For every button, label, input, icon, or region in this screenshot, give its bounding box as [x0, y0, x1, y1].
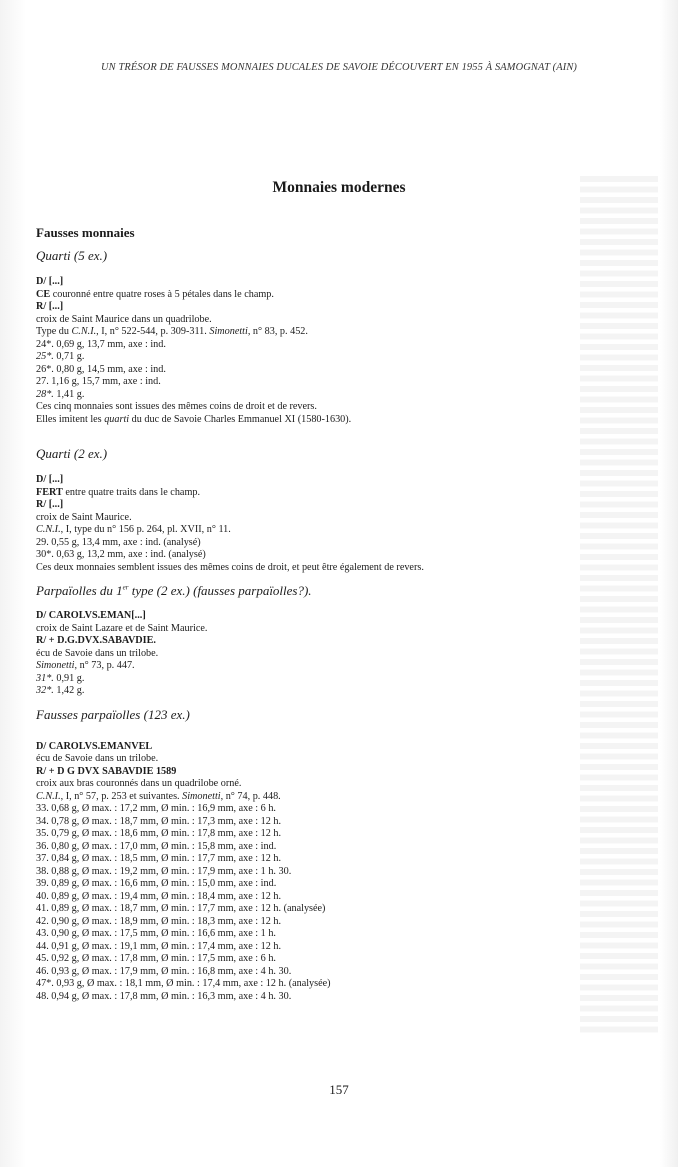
obverse-description	[36, 487, 584, 500]
specimen-line: 46. 0,93 g, Ø max. : 17,9 mm, Ø min. : 16,8 mm, axe : 4 h. 30.	[36, 965, 292, 977]
type-reference	[36, 326, 584, 339]
obverse-legend: D/ CAROLVS.EMAN[...]	[36, 610, 146, 621]
page-number: 157	[329, 1082, 349, 1097]
ref-rest: , n° 74, p. 448.	[220, 790, 281, 802]
specimen-number: 31*.	[36, 672, 54, 684]
specimen-line: 39. 0,89 g, Ø max. : 16,6 mm, Ø min. : 15,0 mm, axe : ind.	[36, 878, 277, 889]
obverse-description-text: entre quatre traits dans le champ.	[62, 486, 201, 498]
specimen-line: 34. 0,78 g, Ø max. : 18,7 mm, Ø min. : 17,3 mm, axe : 12 h.	[36, 815, 282, 827]
obverse-description: croix de Saint Lazare et de Saint Maurice.	[36, 622, 208, 634]
specimen-line: 41. 0,89 g, Ø max. : 18,7 mm, Ø min. : 17,7 mm, axe : 12 h. (analysée)	[36, 903, 326, 914]
obverse-initials: CE	[36, 288, 51, 300]
entry-fausses-parpaiolles	[36, 706, 584, 1004]
obverse-motto: FERT	[36, 486, 63, 498]
entry-heading: Fausses parpaïolles (123 ex.)	[36, 706, 190, 722]
ref-suffix: , n° 83, p. 452.	[247, 326, 308, 337]
specimen-line: 35. 0,79 g, Ø max. : 18,6 mm, Ø min. : 17,8 mm, axe : 12 h.	[36, 828, 282, 839]
reverse-legend: R/ [...]	[36, 499, 64, 510]
specimen-data: 1,41 g.	[53, 388, 85, 400]
ref-mid: , I, n° 57, p. 253 et suivantes.	[60, 790, 183, 802]
specimen-number: 29.	[36, 536, 49, 548]
specimen-line: 36. 0,80 g, Ø max. : 17,0 mm, Ø min. : 15,8 mm, axe : ind.	[36, 840, 277, 852]
specimen-number: 30*.	[36, 549, 54, 560]
note	[36, 414, 584, 427]
specimen-line: 38. 0,88 g, Ø max. : 19,2 mm, Ø min. : 17,9 mm, axe : 1 h. 30.	[36, 865, 292, 877]
obverse-legend: D/ [...]	[36, 474, 64, 485]
note-text: du duc de Savoie Charles Emmanuel XI (1580-1630).	[129, 413, 352, 425]
specimen-line	[36, 389, 584, 402]
specimen-line	[36, 351, 584, 364]
specimen-data: 1,42 g.	[53, 685, 85, 696]
obverse-description-text: couronné entre quatre roses à 5 pétales dans le champ.	[50, 288, 274, 300]
ref-cni: C.N.I.	[36, 524, 61, 535]
specimen-line	[36, 376, 584, 389]
specimen-line	[36, 364, 584, 377]
type-reference	[36, 660, 584, 673]
reverse-legend: R/ + D.G.DVX.SABAVDIE.	[36, 635, 156, 646]
heading-text: type (2 ex.) (fausses parpaïolles?).	[128, 583, 312, 598]
note-text: Elles imitent les	[36, 413, 105, 425]
specimen-number: 32*.	[36, 685, 54, 696]
note: Ces cinq monnaies sont issues des mêmes coins de droit et de revers.	[36, 401, 317, 412]
note-italic: quarti	[104, 413, 130, 425]
entry-parpaiolles-first-type	[36, 582, 584, 698]
specimen-data: 1,16 g, 15,7 mm, axe : ind.	[48, 376, 161, 387]
entry-heading: Quarti (5 ex.)	[36, 248, 108, 263]
obverse-description	[36, 289, 584, 302]
specimen-number: 26*.	[36, 363, 54, 375]
specimen-line: 45. 0,92 g, Ø max. : 17,8 mm, Ø min. : 17,5 mm, axe : 6 h.	[36, 953, 276, 964]
reverse-legend: R/ [...]	[36, 301, 64, 312]
running-head: UN TRÉSOR DE FAUSSES MONNAIES DUCALES DE SAVOIE DÉCOUVERT EN 1955 À SAMOGNAT (AIN)	[100, 62, 578, 73]
obverse-description: écu de Savoie dans un trilobe.	[36, 753, 159, 764]
type-reference	[36, 524, 584, 537]
specimen-data: 0,63 g, 13,2 mm, axe : ind. (analysé)	[53, 549, 206, 560]
specimen-line	[36, 673, 584, 686]
type-reference	[36, 791, 584, 804]
obverse-legend: D/ CAROLVS.EMANVEL	[36, 740, 153, 752]
specimen-list	[36, 537, 584, 562]
note: Ces deux monnaies semblent issues des mêmes coins de droit, et peut être également de revers.	[36, 561, 424, 573]
specimen-line: 48. 0,94 g, Ø max. : 17,8 mm, Ø min. : 16,3 mm, axe : 4 h. 30.	[36, 990, 292, 1002]
ref-rest: , n° 73, p. 447.	[74, 660, 135, 671]
specimen-data: 0,91 g.	[53, 672, 85, 684]
reverse-description: croix aux bras couronnés dans un quadrilobe orné.	[36, 778, 242, 789]
specimen-number: 24*.	[36, 338, 54, 350]
specimen-list	[36, 673, 584, 698]
reverse-description: croix de Saint Maurice.	[36, 511, 132, 523]
specimen-data: 0,55 g, 13,4 mm, axe : ind. (analysé)	[48, 536, 201, 548]
specimen-line: 37. 0,84 g, Ø max. : 18,5 mm, Ø min. : 17,7 mm, axe : 12 h.	[36, 853, 282, 864]
ref-prefix: Type du	[36, 326, 72, 337]
heading-superscript: er	[122, 583, 129, 592]
catalogue-content	[36, 224, 584, 1003]
specimen-number: 27.	[36, 376, 49, 387]
ref-cni: C.N.I.	[36, 790, 61, 802]
specimen-line	[36, 339, 584, 352]
specimen-data: 0,71 g.	[53, 351, 85, 362]
specimen-line	[36, 537, 584, 550]
heading-text: Parpaïolles du 1	[36, 583, 123, 598]
obverse-legend: D/ [...]	[36, 276, 64, 287]
specimen-line: 43. 0,90 g, Ø max. : 17,5 mm, Ø min. : 16,6 mm, axe : 1 h.	[36, 928, 276, 939]
section-title: Monnaies modernes	[272, 179, 406, 196]
specimen-line: 40. 0,89 g, Ø max. : 19,4 mm, Ø min. : 18,4 mm, axe : 12 h.	[36, 890, 282, 902]
entry-quarti-5	[36, 247, 584, 426]
subsection-title: Fausses monnaies	[36, 225, 135, 240]
show-through-bleed	[580, 176, 658, 1036]
ref-mid: , I, n° 522-544, p. 309-311.	[96, 326, 210, 337]
reverse-legend: R/ + D G DVX SABAVDIE 1589	[36, 765, 177, 777]
reverse-description: écu de Savoie dans un trilobe.	[36, 647, 159, 659]
entry-quarti-2	[36, 445, 584, 574]
specimen-list	[36, 803, 584, 1003]
ref-cni: C.N.I.	[71, 326, 97, 337]
reverse-description: croix de Saint Maurice dans un quadrilobe.	[36, 313, 212, 325]
ref-rest: , I, type du n° 156 p. 264, pl. XVII, n° 11.	[60, 524, 231, 535]
ref-simonetti: Simonetti	[182, 790, 221, 802]
specimen-line: 33. 0,68 g, Ø max. : 17,2 mm, Ø min. : 16,9 mm, axe : 6 h.	[36, 803, 276, 814]
specimen-data: 0,80 g, 14,5 mm, axe : ind.	[53, 363, 166, 375]
entry-heading	[36, 582, 584, 600]
specimen-line	[36, 549, 584, 562]
specimen-data: 0,69 g, 13,7 mm, axe : ind.	[53, 338, 166, 350]
specimen-line	[36, 685, 584, 698]
specimen-list	[36, 339, 584, 402]
ref-simonetti: Simonetti	[209, 326, 248, 337]
specimen-line: 44. 0,91 g, Ø max. : 19,1 mm, Ø min. : 17,4 mm, axe : 12 h.	[36, 940, 282, 952]
ref-simonetti: Simonetti	[36, 660, 75, 671]
specimen-line: 42. 0,90 g, Ø max. : 18,9 mm, Ø min. : 18,3 mm, axe : 12 h.	[36, 915, 282, 927]
specimen-number: 25*.	[36, 351, 54, 362]
specimen-line: 47*. 0,93 g, Ø max. : 18,1 mm, Ø min. : 17,4 mm, axe : 12 h. (analysée)	[36, 978, 331, 989]
entry-heading: Quarti (2 ex.)	[36, 446, 108, 461]
specimen-number: 28*.	[36, 388, 54, 400]
